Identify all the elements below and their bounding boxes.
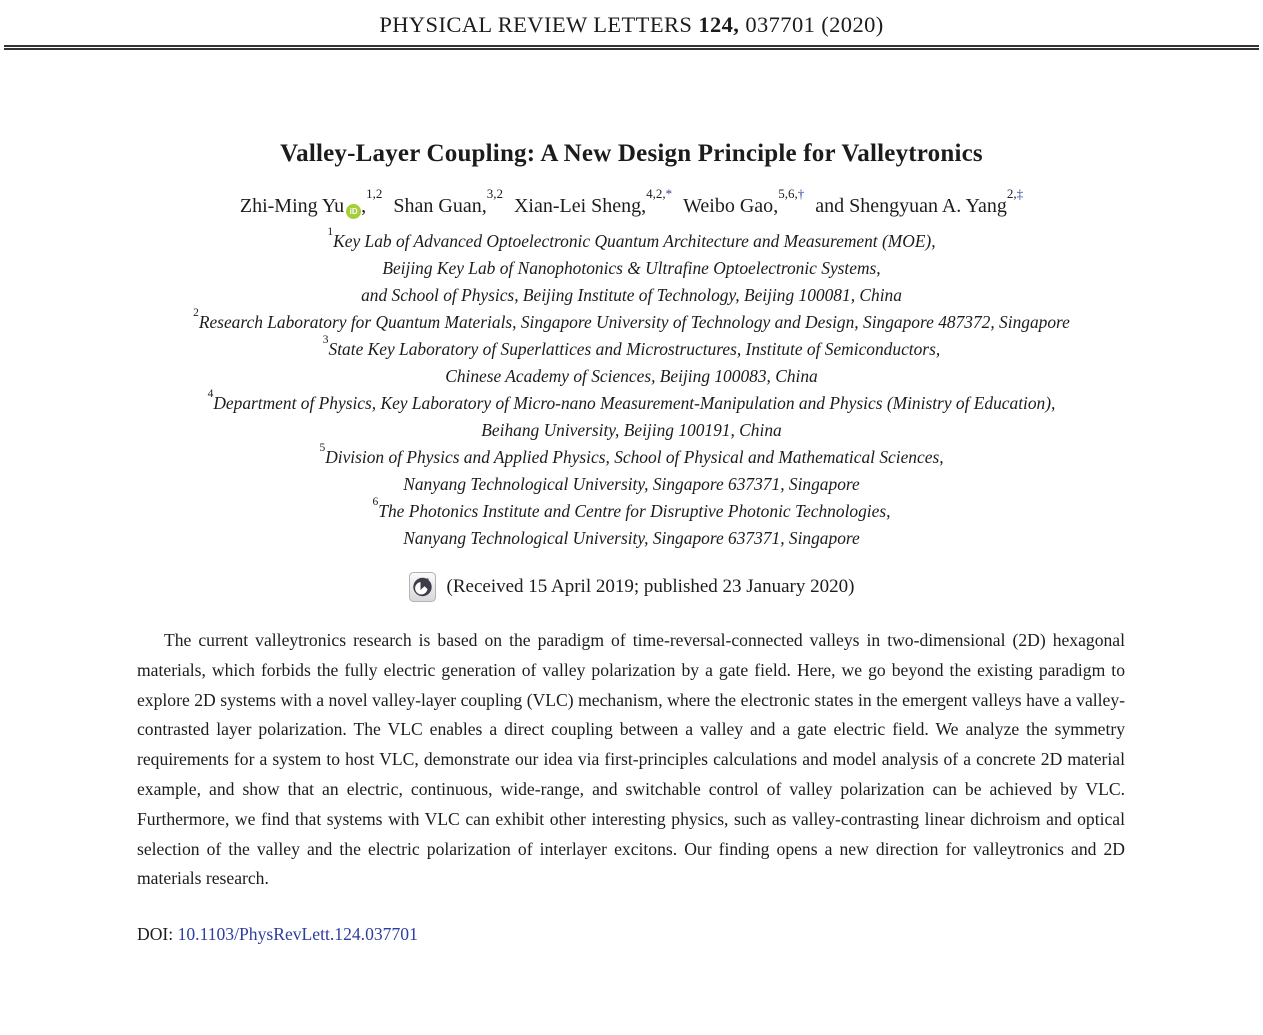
abstract-paragraph: The current valleytronics research is based on the paradigm of time-reversal-connected valleys in two-dimensional (2D) hexagonal materials, which forbids the fully electric generation of valley polarization by a gate field. Here, we go beyond the existing paradigm to explore 2D systems with a novel valley-layer coupling (VLC) mechanism, where the electronic states in the emergent valleys have a valley-contrasted layer polarization. The VLC enables a direct coupling between a valley and a gate electric field. We analyze the symmetry requirements for a system to host VLC, demonstrate our idea via first-principles calculations and model analysis of a concrete 2D material example, and show that an electric, continuous, wide-range, and switchable control of valley polarization can be achieved by VLC. Furthermore, we find that systems with VLC can exhibit other interesting physics, such as valley-contrasting linear dichroism and optical selection of the valley and the electric polarization of interlayer excitons. Our finding opens a new direction for valleytronics and 2D materials research. bbox=[137, 630, 1125, 889]
author-name: Xian-Lei Sheng bbox=[513, 195, 642, 217]
orcid-icon[interactable]: iD bbox=[346, 204, 361, 219]
affiliations bbox=[0, 228, 1263, 552]
author-name: Weibo Gao bbox=[683, 195, 774, 217]
journal-volume: 124, bbox=[698, 12, 740, 37]
affiliation-line bbox=[0, 282, 1263, 309]
author: Xian-Lei Sheng,$^{4,2,*}$ bbox=[513, 185, 673, 217]
doi-label: DOI: bbox=[137, 924, 174, 945]
affiliation-text: Nanyang Technological University, Singapore 637371, Singapore bbox=[403, 474, 860, 494]
affiliation-sup: 2 bbox=[193, 307, 199, 320]
received-line bbox=[0, 572, 1263, 602]
page-title: Valley-Layer Coupling: A New Design Principle for Valleytronics bbox=[280, 140, 983, 167]
crossmark-icon[interactable] bbox=[409, 572, 436, 602]
header-rule bbox=[4, 45, 1259, 50]
author: Shan Guan,$^{3,2}$ bbox=[393, 185, 503, 217]
affiliation-numbers: 2, bbox=[1006, 185, 1017, 201]
author-name: Shan Guan bbox=[393, 195, 482, 217]
affiliation-sup: 1 bbox=[327, 226, 334, 239]
journal-header bbox=[0, 0, 1263, 38]
affiliation-text: Division of Physics and Applied Physics, School of Physical and Mathematical Sciences, bbox=[325, 447, 944, 467]
author-affiliation-sup bbox=[487, 186, 503, 201]
journal-issue: 037701 (2020) bbox=[745, 12, 884, 37]
author-affiliation-sup bbox=[778, 186, 804, 201]
author: Weibo Gao,$^{5,6,\dagger}$ bbox=[683, 185, 805, 217]
affiliation-line bbox=[0, 309, 1263, 336]
affiliation-line bbox=[0, 390, 1263, 417]
affiliation-text: and School of Physics, Beijing Institute of Technology, Beijing 100081, China bbox=[361, 285, 902, 305]
author-name: and Shengyuan A. Yang bbox=[815, 195, 1007, 217]
affiliation-line bbox=[0, 255, 1263, 282]
affiliation-sup: 3 bbox=[322, 334, 329, 347]
affiliation-line bbox=[0, 498, 1263, 525]
affiliation-text: Beijing Key Lab of Nanophotonics & Ultrafine Optoelectronic Systems, bbox=[382, 258, 881, 278]
affiliation-numbers: 1,2 bbox=[366, 185, 383, 201]
affiliation-sup: 4 bbox=[207, 388, 214, 401]
author-line bbox=[0, 185, 1263, 219]
affiliation-text: State Key Laboratory of Superlattices and Microstructures, Institute of Semiconductors, bbox=[328, 339, 941, 359]
received-text: (Received 15 April 2019; published 23 January 2020) bbox=[446, 576, 855, 597]
affiliation-text: Nanyang Technological University, Singapore 637371, Singapore bbox=[403, 528, 860, 548]
author-name: Zhi-Ming Yu bbox=[239, 195, 345, 217]
footnote-symbol-link[interactable]: * bbox=[665, 185, 673, 201]
affiliation-sup: 6 bbox=[372, 496, 379, 509]
affiliation-line bbox=[0, 228, 1263, 255]
affiliation-line bbox=[0, 363, 1263, 390]
doi-link[interactable]: 10.1103/PhysRevLett.124.037701 bbox=[177, 924, 418, 945]
affiliation-line bbox=[0, 471, 1263, 498]
affiliation-text: The Photonics Institute and Centre for Disruptive Photonic Technologies, bbox=[378, 501, 891, 521]
footnote-symbol-link[interactable]: † bbox=[797, 185, 805, 201]
affiliation-sup: 5 bbox=[319, 442, 326, 455]
author-affiliation-sup bbox=[646, 186, 672, 201]
journal-name: PHYSICAL REVIEW LETTERS bbox=[379, 12, 693, 37]
affiliation-numbers: 3,2 bbox=[486, 185, 503, 201]
affiliation-text: Department of Physics, Key Laboratory of Micro-nano Measurement-Manipulation and Physics (Ministry of Education), bbox=[213, 393, 1056, 413]
author bbox=[815, 185, 1024, 217]
author-affiliation-sup bbox=[366, 186, 382, 201]
affiliation-line bbox=[0, 444, 1263, 471]
affiliation-text: Research Laboratory for Quantum Materials, Singapore University of Technology and Design, Singapore 487372, Singapore bbox=[198, 312, 1070, 332]
affiliation-numbers: 5,6, bbox=[778, 185, 798, 201]
author-affiliation-sup bbox=[1007, 186, 1023, 201]
affiliation-text: Key Lab of Advanced Optoelectronic Quantum Architecture and Measurement (MOE), bbox=[333, 231, 936, 251]
affiliation-line bbox=[0, 525, 1263, 552]
affiliation-line bbox=[0, 336, 1263, 363]
affiliation-text: Beihang University, Beijing 100191, China bbox=[481, 420, 782, 440]
affiliation-line bbox=[0, 417, 1263, 444]
affiliation-numbers: 4,2, bbox=[646, 185, 666, 201]
author: Zhi-Ming Yu iD ,$^{1,2}$ bbox=[239, 185, 383, 217]
doi-line bbox=[137, 924, 1263, 945]
affiliation-text: Chinese Academy of Sciences, Beijing 100083, China bbox=[445, 366, 818, 386]
footnote-symbol-link[interactable]: ‡ bbox=[1016, 185, 1024, 201]
